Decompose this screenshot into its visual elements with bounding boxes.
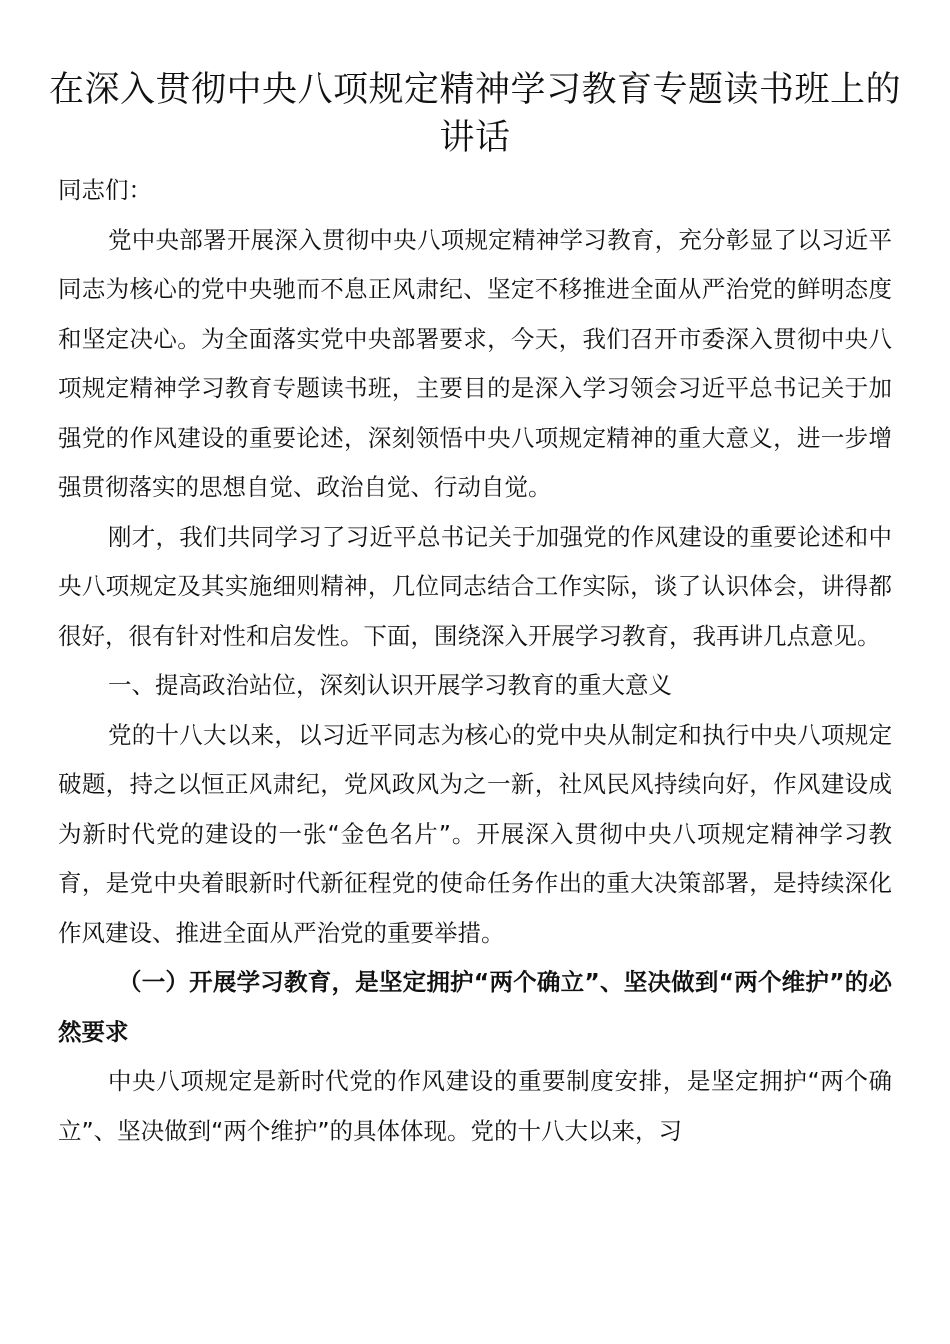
subsection-1-paragraph: 中央八项规定是新时代党的作风建设的重要制度安排，是坚定拥护“两个确立”、坚决做到“两个维护”的具体体现。党的十八大以来，习 — [58, 1067, 892, 1145]
subsection-heading-1: （一）开展学习教育，是坚定拥护“两个确立”、坚决做到“两个维护”的必然要求 — [58, 968, 892, 1046]
paragraph-intro: 党中央部署开展深入贯彻中央八项规定精神学习教育，充分彰显了以习近平同志为核心的党中央驰而不息正风肃纪、坚定不移推进全面从严治党的鲜明态度和坚定决心。为全面落实党中央部署要求，今天，我们召开市委深入贯彻中央八项规定精神学习教育专题读书班，主要目的是深入学习领会习近平总书记关于加强党的作风建设的重要论述，深刻领悟中央八项规定精神的重大意义，进一步增强贯彻落实的思想自觉、政治自觉、行动自觉。 — [58, 225, 892, 501]
section-heading-1: 一、提高政治站位，深刻认识开展学习教育的重大意义 — [108, 671, 672, 699]
document-title: 在深入贯彻中央八项规定精神学习教育专题读书班上的讲话 — [48, 70, 901, 158]
document-body — [58, 166, 892, 1156]
paragraph-overview: 刚才，我们共同学习了习近平总书记关于加强党的作风建设的重要论述和中央八项规定及其实施细则精神，几位同志结合工作实际，谈了认识体会，讲得都很好，很有针对性和启发性。下面，围绕深入开展学习教育，我再讲几点意见。 — [58, 522, 892, 650]
section-1-paragraph: 党的十八大以来，以习近平同志为核心的党中央从制定和执行中央八项规定破题，持之以恒正风肃纪，党风政风为之一新，社风民风持续向好，作风建设成为新时代党的建设的一张“金色名片”。开展深入贯彻中央八项规定精神学习教育，是党中央着眼新时代新征程党的使命任务作出的重大决策部署，是持续深化作风建设、推进全面从严治党的重要举措。 — [58, 720, 892, 947]
salutation: 同志们： — [58, 176, 152, 204]
